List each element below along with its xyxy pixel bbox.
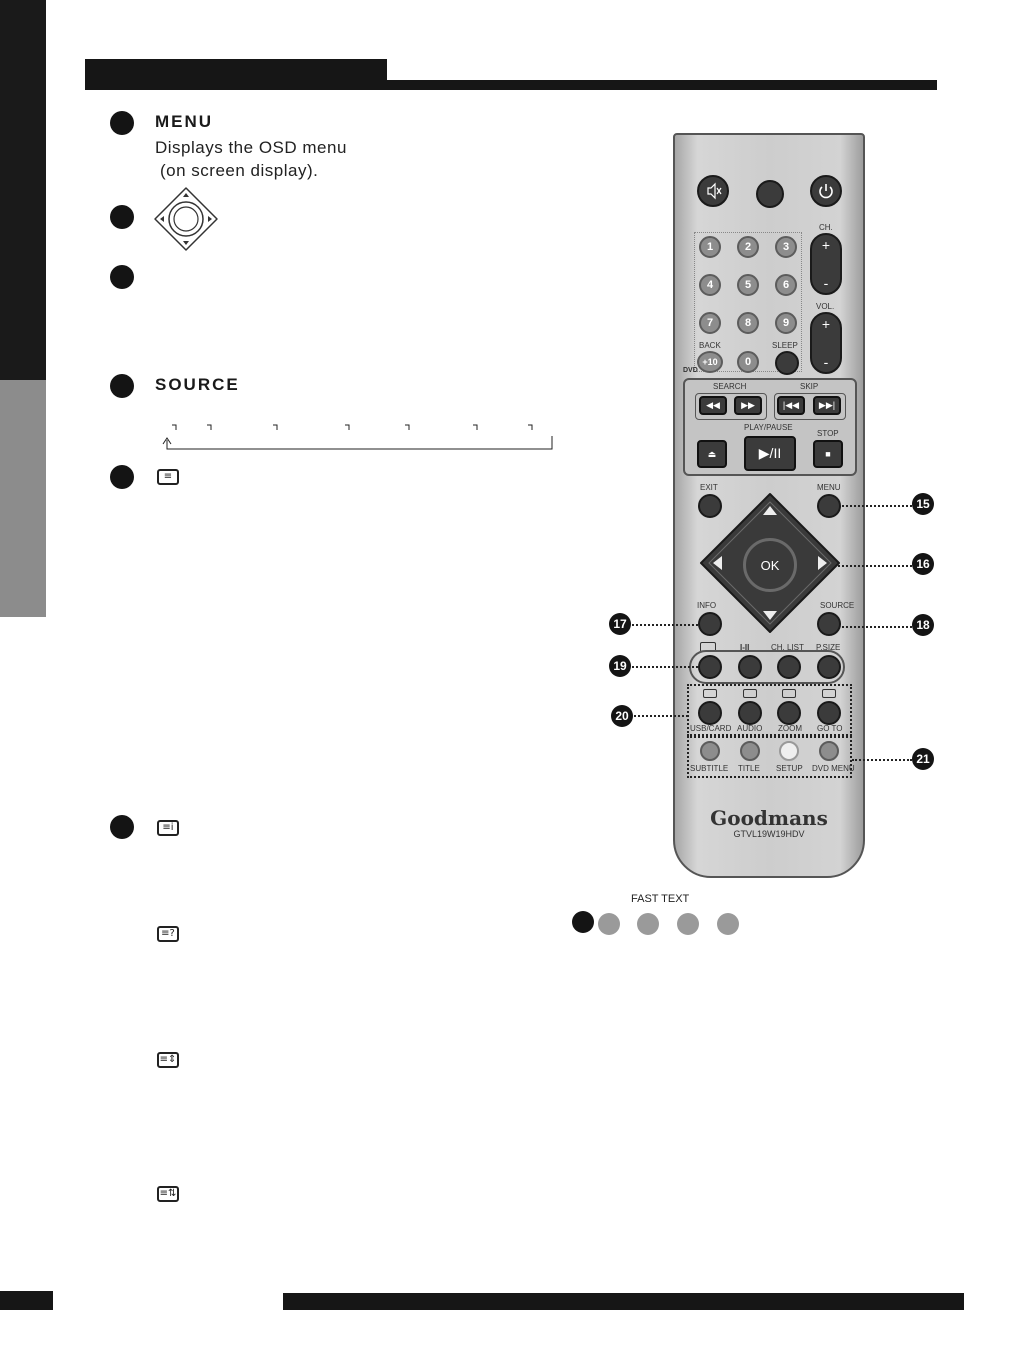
menu-heading: MENU	[155, 112, 214, 131]
bullet-teletext	[110, 465, 134, 489]
subpage-small-icon	[822, 689, 836, 698]
callout-20: 20	[611, 705, 633, 727]
back-label: BACK	[699, 341, 721, 350]
play-pause-label: PLAY/PAUSE	[744, 423, 793, 432]
teletext-reveal-icon: ≡?	[157, 926, 179, 942]
p-size-label: P.SIZE	[816, 643, 841, 652]
source-label: SOURCE	[820, 601, 855, 610]
fast-forward-button[interactable]	[734, 396, 762, 415]
audio-label: AUDIO	[737, 724, 763, 733]
source-button[interactable]	[817, 612, 841, 636]
power-icon	[812, 177, 840, 205]
eject-button[interactable]	[697, 440, 727, 468]
menu-label: MENU	[817, 483, 841, 492]
stop-icon: ■	[825, 449, 831, 459]
source-cycle-diagram	[155, 418, 560, 454]
bullet-navigation	[110, 205, 134, 229]
header-rule	[85, 80, 937, 90]
bullet-ok	[110, 265, 134, 289]
power-button[interactable]	[810, 175, 842, 207]
bullet-teletext-functions	[110, 815, 134, 839]
number-5-button[interactable]: 5	[737, 274, 759, 296]
callout-18-leader	[842, 626, 912, 628]
p-size-button[interactable]	[817, 655, 841, 679]
zoom-label: ZOOM	[778, 724, 802, 733]
usb-card-label: USB/CARD	[690, 724, 732, 733]
model-number: GTVL19W19HDV	[733, 829, 805, 839]
bullet-menu	[110, 111, 134, 135]
bullet-source	[110, 374, 134, 398]
skip-back-icon: |◀◀	[782, 400, 800, 410]
info-label: INFO	[697, 601, 717, 610]
info-button[interactable]	[698, 612, 722, 636]
goto-label: GO TO	[817, 724, 843, 733]
fast-text-blue-dot	[717, 913, 739, 935]
usb-card-button[interactable]	[698, 701, 722, 725]
volume-plus: +	[821, 316, 831, 332]
menu-description-line1: Displays the OSD menu	[155, 138, 347, 157]
callout-20-leader	[634, 715, 688, 717]
callout-18: 18	[912, 614, 934, 636]
sleep-label: SLEEP	[772, 341, 798, 350]
audio-button[interactable]	[738, 701, 762, 725]
number-9-button[interactable]: 9	[775, 312, 797, 334]
number-1-button[interactable]: 1	[699, 236, 721, 258]
skip-forward-icon: ▶▶|	[818, 400, 836, 410]
fast-text-green-dot	[637, 913, 659, 935]
ch-list-button[interactable]	[777, 655, 801, 679]
channel-rocker[interactable]	[810, 233, 842, 295]
goto-button[interactable]	[817, 701, 841, 725]
number-6-button[interactable]: 6	[775, 274, 797, 296]
stop-button[interactable]	[813, 440, 843, 468]
blank-top-button[interactable]	[756, 180, 784, 208]
size-small-icon	[782, 689, 796, 698]
dvd-label: DVD	[683, 367, 698, 374]
sleep-button[interactable]	[775, 351, 799, 375]
skip-forward-button[interactable]	[813, 396, 841, 415]
channel-plus: +	[821, 237, 831, 253]
fast-text-red-dot	[598, 913, 620, 935]
rewind-button[interactable]	[699, 396, 727, 415]
teletext-index-icon: ≡i	[157, 820, 179, 836]
search-label: SEARCH	[713, 382, 747, 391]
callout-17-leader	[632, 624, 698, 626]
side-tab-dark	[0, 0, 46, 380]
brand-logo: Goodmans	[710, 806, 828, 830]
title-label: TITLE	[738, 764, 760, 773]
exit-label: EXIT	[700, 483, 718, 492]
number-2-button[interactable]: 2	[737, 236, 759, 258]
side-tab-grey	[0, 380, 46, 617]
callout-21: 21	[912, 748, 934, 770]
setup-label: SETUP	[776, 764, 803, 773]
number-7-button[interactable]: 7	[699, 312, 721, 334]
number-8-button[interactable]: 8	[737, 312, 759, 334]
eject-icon: ⏏	[707, 448, 717, 459]
teletext-button[interactable]	[698, 655, 722, 679]
setup-button[interactable]	[779, 741, 799, 761]
volume-label: VOL.	[816, 302, 835, 311]
mute-icon	[699, 177, 727, 205]
fast-text-black-dot	[572, 911, 594, 933]
ok-button[interactable]: OK	[743, 538, 797, 592]
number-3-button[interactable]: 3	[775, 236, 797, 258]
callout-16: 16	[912, 553, 934, 575]
fast-forward-icon: ▶▶	[741, 400, 755, 410]
number-4-button[interactable]: 4	[699, 274, 721, 296]
dvd-menu-label: DVD MENU	[812, 764, 855, 773]
callout-15-leader	[842, 505, 912, 507]
i-ii-button[interactable]	[738, 655, 762, 679]
teletext-icon: ≡	[157, 469, 179, 485]
volume-minus: -	[823, 354, 829, 370]
play-pause-button[interactable]	[744, 436, 796, 471]
menu-description-line2: (on screen display).	[160, 161, 319, 180]
fast-text-yellow-dot	[677, 913, 699, 935]
number-0-button[interactable]: 0	[737, 351, 759, 373]
channel-minus: -	[823, 275, 829, 291]
source-heading: SOURCE	[155, 375, 240, 394]
callout-15: 15	[912, 493, 934, 515]
skip-back-button[interactable]	[777, 396, 805, 415]
subtitle-button[interactable]	[700, 741, 720, 761]
channel-label: CH.	[819, 223, 833, 232]
footer-tab	[0, 1291, 53, 1310]
callout-19: 19	[609, 655, 631, 677]
callout-19-leader	[632, 666, 698, 668]
dvd-menu-button[interactable]	[819, 741, 839, 761]
teletext-subpage-icon: ≡⇅	[157, 1186, 179, 1202]
index-small-icon	[703, 689, 717, 698]
footer-rule	[283, 1293, 964, 1310]
navigation-pad-icon	[153, 186, 219, 252]
skip-label: SKIP	[800, 382, 819, 391]
i-ii-label: I-II	[740, 643, 750, 652]
callout-21-leader	[852, 759, 912, 761]
stop-label: STOP	[817, 429, 839, 438]
fast-text-label: FAST TEXT	[631, 893, 690, 905]
plus10-button[interactable]: +10	[697, 351, 723, 373]
rewind-icon: ◀◀	[706, 400, 720, 410]
ch-list-label: CH. LIST	[771, 643, 804, 652]
subtitle-label: SUBTITLE	[690, 764, 729, 773]
callout-17: 17	[609, 613, 631, 635]
play-pause-icon: ▶/II	[758, 445, 782, 461]
zoom-button[interactable]	[777, 701, 801, 725]
teletext-size-icon: ≡⇕	[157, 1052, 179, 1068]
volume-rocker[interactable]	[810, 312, 842, 374]
title-button[interactable]	[740, 741, 760, 761]
callout-16-leader	[838, 565, 912, 567]
mute-button[interactable]	[697, 175, 729, 207]
reveal-small-icon	[743, 689, 757, 698]
